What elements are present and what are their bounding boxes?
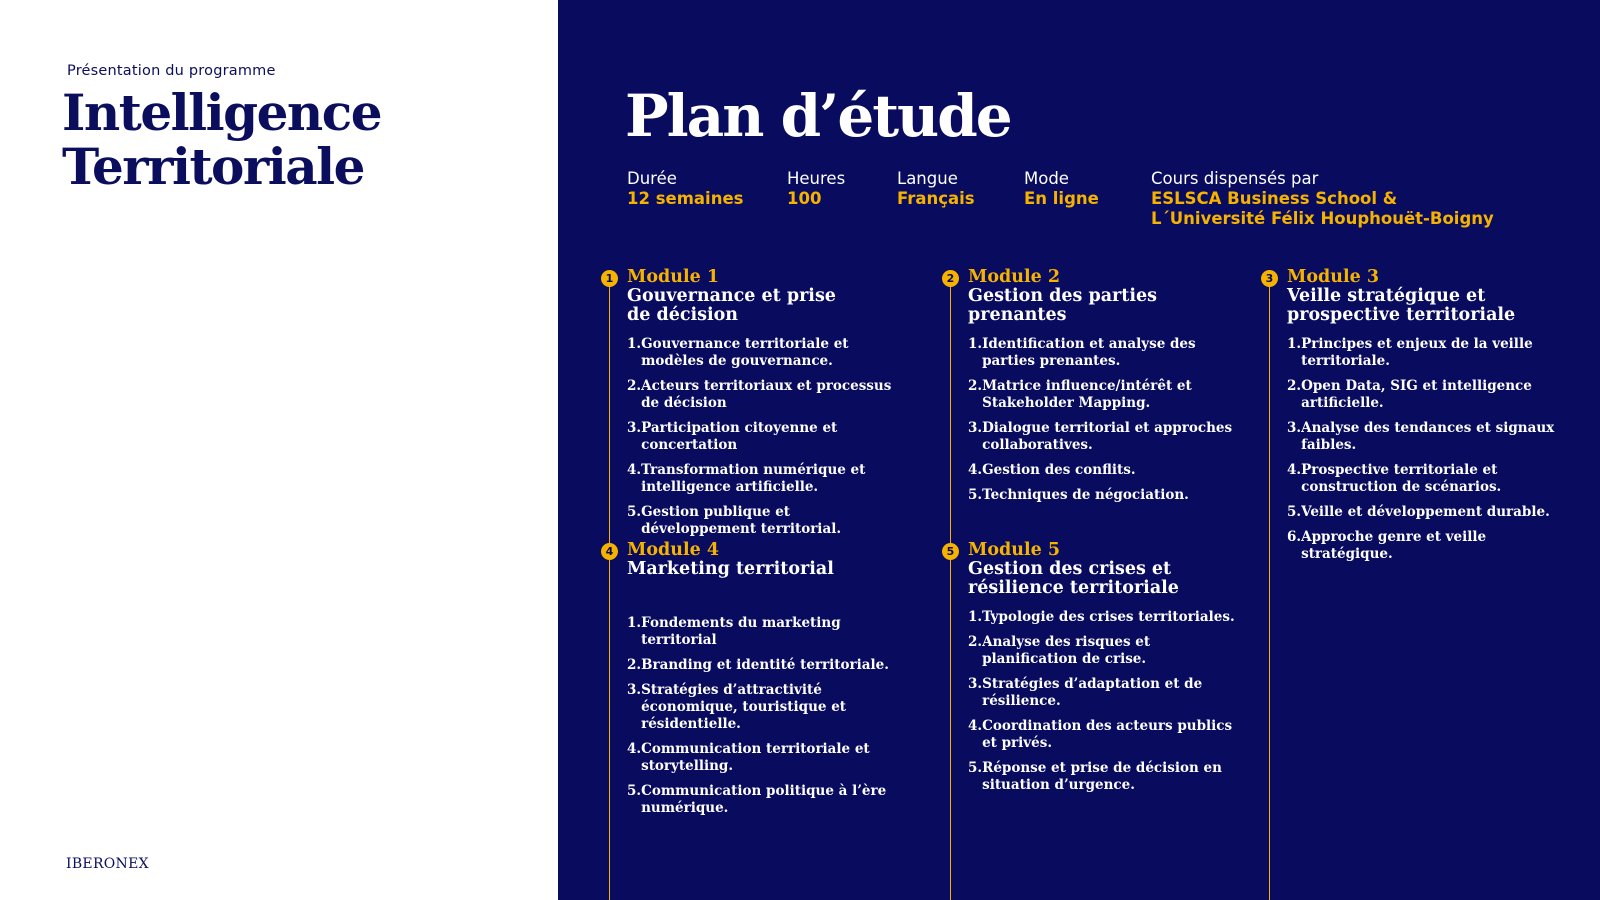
info-language-label: Langue (897, 169, 958, 188)
info-mode-value: En ligne (1024, 189, 1099, 208)
info-duration-label: Durée (627, 169, 677, 188)
topic-item (1287, 420, 1562, 454)
topic-number: 4. (968, 718, 983, 734)
topic-item (1287, 504, 1562, 521)
module-1-name-line: de décision (627, 304, 739, 325)
topic-text: Identification et analyse des parties prenantes. (982, 336, 1196, 369)
topic-item (1287, 378, 1562, 412)
module-3-number: Module 3 (1287, 267, 1380, 287)
topic-text: Dialogue territorial et approches collaboratives. (982, 420, 1233, 453)
module-2-name-line: prenantes (968, 304, 1067, 325)
module-1-number: Module 1 (627, 267, 720, 287)
topic-text: Participation citoyenne et concertation (641, 420, 838, 453)
module-5-badge: 5 (942, 543, 959, 560)
info-hours (787, 169, 845, 209)
module-3-name-line: Veille stratégique et (1287, 286, 1486, 306)
info-duration-value: 12 semaines (627, 189, 744, 208)
module-5-name-line: Gestion des crises et (968, 559, 1172, 579)
topic-number: 3. (627, 681, 642, 698)
module-5-name (968, 560, 1246, 597)
plan-title: Plan d’étude (625, 82, 1011, 150)
module-1-name (627, 287, 907, 324)
topic-item (627, 741, 917, 775)
module-1-badge: 1 (601, 270, 618, 287)
topic-item (627, 783, 917, 817)
topic-number: 1. (627, 336, 642, 352)
topic-text: Stratégies d’adaptation et de résilience. (982, 676, 1203, 709)
topic-item (627, 336, 907, 370)
topic-number: 2. (627, 378, 642, 394)
info-provider-label: Cours dispensés par (1151, 169, 1319, 188)
module-3-name-line: prospective territoriale (1287, 304, 1516, 325)
topic-item (968, 420, 1246, 454)
topic-number: 3. (968, 676, 983, 692)
module-2 (968, 267, 1246, 512)
info-provider-line-1: ESLSCA Business School & (1151, 189, 1398, 208)
topic-text: Stratégies d’attractivité économique, touristique et résidentielle. (641, 681, 847, 732)
info-language-value: Français (897, 189, 975, 208)
module-4-name-line: Marketing territorial (627, 559, 834, 579)
topic-item (968, 336, 1246, 370)
module-2-badge: 2 (942, 270, 959, 287)
topic-number: 2. (968, 634, 983, 650)
topic-item (627, 682, 917, 733)
timeline-line-2 (950, 278, 951, 900)
module-3-name (1287, 287, 1562, 324)
module-1 (627, 267, 907, 546)
topic-number: 3. (1287, 420, 1302, 436)
topic-item (968, 634, 1246, 668)
module-2-name-line: Gestion des parties (968, 286, 1157, 306)
topic-text: Techniques de négociation. (982, 487, 1189, 503)
module-3-topics (1287, 336, 1562, 563)
module-1-name-line: Gouvernance et prise (627, 286, 836, 306)
program-title-line-2: Territoriale (62, 137, 364, 196)
topic-text: Veille et développement durable. (1301, 504, 1550, 520)
topic-text: Approche genre et veille stratégique. (1301, 529, 1487, 562)
module-5-topics (968, 609, 1246, 794)
topic-item (627, 462, 907, 496)
module-3-badge: 3 (1261, 270, 1278, 287)
info-duration (627, 169, 743, 209)
brand-logo: IBERONEX (66, 856, 149, 872)
program-title (62, 83, 382, 196)
topic-number: 5. (968, 760, 983, 776)
topic-item (968, 609, 1246, 626)
topic-text: Gestion publique et développement territorial. (641, 504, 842, 537)
module-2-name (968, 287, 1246, 324)
topic-text: Transformation numérique et intelligence artificielle. (641, 462, 866, 495)
topic-number: 2. (968, 378, 983, 394)
topic-number: 4. (627, 462, 642, 478)
info-hours-value: 100 (787, 189, 822, 208)
program-title-line-1: Intelligence (62, 83, 382, 142)
topic-text: Typologie des crises territoriales. (982, 609, 1235, 625)
topic-item (627, 504, 907, 538)
topic-number: 5. (627, 504, 642, 520)
topic-item (968, 718, 1246, 752)
topic-number: 1. (968, 336, 983, 352)
topic-text: Analyse des tendances et signaux faibles. (1301, 420, 1555, 453)
topic-item (1287, 336, 1562, 370)
topic-text: Coordination des acteurs publics et privés. (982, 718, 1233, 751)
info-hours-label: Heures (787, 169, 846, 188)
timeline-line-1 (609, 278, 610, 900)
topic-number: 1. (968, 609, 983, 625)
topic-item (1287, 529, 1562, 563)
module-3 (1287, 267, 1562, 571)
topic-number: 3. (627, 420, 642, 436)
topic-text: Communication politique à l’ère numérique. (641, 782, 887, 816)
topic-number: 2. (627, 656, 642, 673)
topic-item (968, 378, 1246, 412)
module-5-name-line: résilience territoriale (968, 577, 1179, 598)
info-provider-line-2: L´Université Félix Houphouët-Boigny (1151, 209, 1494, 228)
topic-text: Prospective territoriale et construction de scénarios. (1301, 462, 1502, 495)
topic-text: Principes et enjeux de la veille territoriale. (1301, 336, 1533, 369)
topic-text: Branding et identité territoriale. (641, 656, 889, 673)
topic-number: 4. (627, 740, 642, 757)
module-2-number: Module 2 (968, 267, 1061, 287)
topic-text: Gouvernance territoriale et modèles de gouvernance. (641, 336, 849, 369)
module-4-number: Module 4 (627, 540, 720, 560)
topic-item (968, 760, 1246, 794)
module-5 (968, 540, 1246, 802)
info-mode (1024, 169, 1099, 209)
topic-item (627, 420, 907, 454)
topic-number: 1. (1287, 336, 1302, 352)
module-4-badge: 4 (601, 543, 618, 560)
topic-text: Gestion des conflits. (982, 462, 1136, 478)
topic-text: Communication territoriale et storytelling. (641, 740, 870, 774)
topic-text: Open Data, SIG et intelligence artificielle. (1301, 378, 1532, 411)
info-provider (1151, 169, 1494, 229)
timeline-line-3 (1269, 278, 1270, 900)
topic-text: Matrice influence/intérêt et Stakeholder Mapping. (982, 378, 1192, 411)
topic-item (627, 615, 917, 649)
topic-item (968, 462, 1246, 479)
topic-number: 5. (1287, 504, 1302, 520)
topic-number: 4. (968, 462, 983, 478)
topic-text: Acteurs territoriaux et processus de décision (641, 378, 892, 411)
right-panel (558, 0, 1600, 900)
module-2-topics (968, 336, 1246, 504)
topic-item (968, 676, 1246, 710)
topic-number: 1. (627, 614, 642, 631)
module-4-topics (627, 615, 917, 817)
topic-number: 5. (627, 782, 642, 799)
module-4 (627, 540, 917, 825)
eyebrow-text: Présentation du programme (67, 63, 276, 79)
topic-item (968, 487, 1246, 504)
topic-number: 6. (1287, 529, 1302, 545)
topic-item (627, 378, 907, 412)
left-panel (0, 0, 558, 900)
topic-text: Analyse des risques et planification de crise. (982, 634, 1151, 667)
topic-text: Fondements du marketing territorial (641, 614, 841, 648)
module-5-number: Module 5 (968, 540, 1061, 560)
module-4-name (627, 560, 917, 579)
topic-text: Réponse et prise de décision en situation d’urgence. (982, 760, 1222, 793)
topic-number: 3. (968, 420, 983, 436)
topic-number: 5. (968, 487, 983, 503)
topic-number: 2. (1287, 378, 1302, 394)
topic-number: 4. (1287, 462, 1302, 478)
info-language (897, 169, 975, 209)
topic-item (1287, 462, 1562, 496)
info-mode-label: Mode (1024, 169, 1069, 188)
module-1-topics (627, 336, 907, 538)
topic-item (627, 657, 917, 674)
